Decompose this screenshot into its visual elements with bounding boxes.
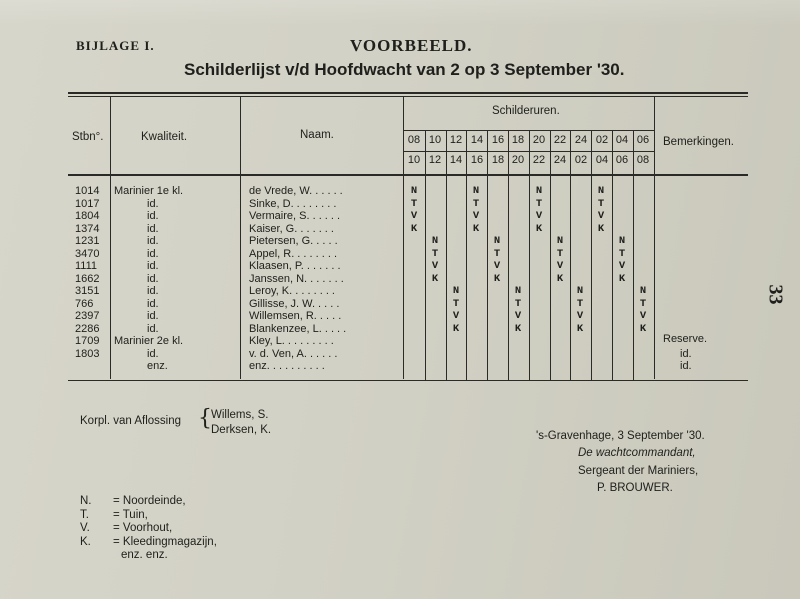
hour-to-label: 16 xyxy=(470,154,484,166)
post-code: K xyxy=(472,223,480,235)
post-code: N xyxy=(597,185,605,197)
post-code: T xyxy=(452,298,460,310)
post-code: T xyxy=(576,298,584,310)
post-code: T xyxy=(514,298,522,310)
row-naam: Vermaire, S. . . . . . xyxy=(249,210,341,222)
column-header-kwaliteit: Kwaliteit. xyxy=(141,131,188,143)
hour-column-divider xyxy=(633,130,634,380)
relief-corporal-name: Derksen, K. xyxy=(211,424,272,436)
hour-from-label: 22 xyxy=(553,134,567,146)
post-code: V xyxy=(493,260,501,272)
hour-from-label: 08 xyxy=(407,134,421,146)
post-code: V xyxy=(618,260,626,272)
post-code: K xyxy=(639,323,647,335)
post-code: N xyxy=(576,285,584,297)
hour-column-divider xyxy=(570,130,571,380)
hour-from-label: 20 xyxy=(532,134,546,146)
hour-to-label: 06 xyxy=(615,154,629,166)
post-code: K xyxy=(493,273,501,285)
row-kwaliteit: id. xyxy=(147,285,159,297)
post-code: T xyxy=(535,198,543,210)
hour-to-label: 12 xyxy=(428,154,442,166)
column-divider xyxy=(654,96,655,379)
row-bemerkingen: Reserve. xyxy=(663,333,708,345)
hour-to-label: 14 xyxy=(449,154,463,166)
legend-description: = Kleedingmagazijn, xyxy=(113,535,217,548)
hour-column-divider xyxy=(487,130,488,380)
row-naam: Leroy, K. . . . . . . . xyxy=(249,285,335,297)
post-code: V xyxy=(514,310,522,322)
post-code: V xyxy=(556,260,564,272)
column-header-schilderuren: Schilderuren. xyxy=(492,105,560,117)
post-code: T xyxy=(493,248,501,260)
signature-role: De wachtcommandant, xyxy=(578,447,696,459)
row-stbn: 2397 xyxy=(75,310,100,322)
signature-rank: Sergeant der Mariniers, xyxy=(578,465,699,477)
hour-from-label: 02 xyxy=(595,134,609,146)
row-stbn: 1231 xyxy=(75,235,100,247)
hour-column-divider xyxy=(591,130,592,380)
signature-place-date: 's-Gravenhage, 3 September '30. xyxy=(536,430,705,442)
post-code: K xyxy=(514,323,522,335)
relief-corporal-name: Willems, S. xyxy=(211,409,269,421)
post-code: N xyxy=(410,185,418,197)
row-stbn: 1374 xyxy=(75,223,100,235)
legend-code: N. xyxy=(80,495,92,507)
post-code: V xyxy=(410,210,418,222)
row-bemerkingen: id. xyxy=(680,360,692,372)
row-kwaliteit: id. xyxy=(147,198,159,210)
row-naam: Appel, R. . . . . . . . xyxy=(249,248,338,260)
hour-to-label: 04 xyxy=(595,154,609,166)
row-kwaliteit: id. xyxy=(147,348,159,360)
legend-description: = Tuin, xyxy=(113,508,148,521)
row-stbn: 1662 xyxy=(75,273,100,285)
hour-to-label: 10 xyxy=(407,154,421,166)
table-bottom-rule xyxy=(68,380,748,381)
legend-code: T. xyxy=(80,508,89,521)
post-code: N xyxy=(535,185,543,197)
row-naam: enz. . . . . . . . . . xyxy=(249,360,325,372)
row-kwaliteit: id. xyxy=(147,323,159,335)
column-divider xyxy=(240,96,241,379)
post-code: T xyxy=(639,298,647,310)
row-kwaliteit: id. xyxy=(147,260,159,272)
document-subtitle: Schilderlijst v/d Hoofdwacht van 2 op 3 September '30. xyxy=(184,60,625,79)
column-divider xyxy=(110,96,111,379)
row-kwaliteit: id. xyxy=(147,210,159,222)
row-naam: Klaasen, P. . . . . . . xyxy=(249,260,341,272)
post-code: N xyxy=(639,285,647,297)
hour-column-divider xyxy=(466,130,467,380)
post-code: T xyxy=(410,198,418,210)
post-code: V xyxy=(472,210,480,222)
post-code: K xyxy=(597,223,605,235)
row-stbn: 1709 xyxy=(75,335,100,347)
row-stbn: 766 xyxy=(75,298,94,310)
row-kwaliteit: id. xyxy=(147,298,159,310)
hour-column-divider xyxy=(508,130,509,380)
row-kwaliteit: Marinier 1e kl. xyxy=(114,185,184,197)
row-stbn: 1017 xyxy=(75,198,100,210)
table-header-rule xyxy=(68,174,748,176)
column-header-naam: Naam. xyxy=(300,129,334,141)
column-divider xyxy=(403,96,404,379)
row-stbn: 3151 xyxy=(75,285,100,297)
relief-corporal-label: Korpl. van Aflossing xyxy=(80,415,182,427)
document-title: VOORBEELD. xyxy=(350,36,473,55)
post-code: T xyxy=(597,198,605,210)
row-naam: Blankenzee, L. . . . . xyxy=(249,323,347,335)
hour-from-label: 12 xyxy=(449,134,463,146)
hour-column-divider xyxy=(550,130,551,380)
legend-code: V. xyxy=(80,522,90,534)
row-kwaliteit: id. xyxy=(147,235,159,247)
hour-from-label: 10 xyxy=(428,134,442,146)
brace-glyph: { xyxy=(198,406,212,431)
hour-to-label: 08 xyxy=(636,154,650,166)
row-stbn: 1803 xyxy=(75,348,100,360)
row-kwaliteit: id. xyxy=(147,223,159,235)
row-bemerkingen: id. xyxy=(680,348,692,360)
post-code: N xyxy=(514,285,522,297)
hour-to-label: 18 xyxy=(491,154,505,166)
post-code: V xyxy=(576,310,584,322)
post-code: K xyxy=(535,223,543,235)
hour-column-divider xyxy=(612,130,613,380)
table-top-rule-2 xyxy=(68,96,748,97)
row-stbn: 2286 xyxy=(75,323,100,335)
post-code: V xyxy=(597,210,605,222)
post-code: T xyxy=(556,248,564,260)
post-code: N xyxy=(618,235,626,247)
post-code: N xyxy=(493,235,501,247)
legend-code: K. xyxy=(80,535,91,548)
row-kwaliteit: id. xyxy=(147,310,159,322)
legend-description: enz. enz. xyxy=(121,549,168,561)
post-code: N xyxy=(452,285,460,297)
row-naam: Willemsen, R. . . . . xyxy=(249,310,342,322)
row-naam: Kley, L. . . . . . . . . xyxy=(249,335,334,347)
post-code: K xyxy=(556,273,564,285)
row-naam: Pietersen, G. . . . . xyxy=(249,235,338,247)
row-naam: Janssen, N. . . . . . . xyxy=(249,273,344,285)
hour-to-label: 20 xyxy=(511,154,525,166)
row-stbn: 1804 xyxy=(75,210,100,222)
row-stbn: 1014 xyxy=(75,185,100,197)
row-naam: Sinke, D. . . . . . . . xyxy=(249,198,337,210)
hour-column-divider xyxy=(425,130,426,380)
row-stbn: 1111 xyxy=(75,260,98,272)
row-stbn: 3470 xyxy=(75,248,100,260)
post-code: V xyxy=(452,310,460,322)
row-kwaliteit: enz. xyxy=(147,360,168,372)
hour-from-label: 04 xyxy=(615,134,629,146)
page-number: 33 xyxy=(764,284,787,305)
post-code: N xyxy=(556,235,564,247)
post-code: T xyxy=(472,198,480,210)
post-code: K xyxy=(576,323,584,335)
post-code: V xyxy=(535,210,543,222)
hour-from-label: 24 xyxy=(574,134,588,146)
column-header-stbn: Stbn°. xyxy=(72,131,104,143)
post-code: N xyxy=(472,185,480,197)
signature-name: P. BROUWER. xyxy=(597,482,673,494)
post-code: K xyxy=(410,223,418,235)
row-naam: v. d. Ven, A. . . . . . xyxy=(249,348,338,360)
post-code: T xyxy=(618,248,626,260)
row-kwaliteit: id. xyxy=(147,248,159,260)
column-header-bemerkingen: Bemerkingen. xyxy=(663,136,734,148)
legend-description: = Voorhout, xyxy=(113,522,173,534)
hour-from-label: 14 xyxy=(470,134,484,146)
hour-to-label: 24 xyxy=(553,154,567,166)
post-code: T xyxy=(431,248,439,260)
row-kwaliteit: Marinier 2e kl. xyxy=(114,335,184,347)
post-code: K xyxy=(452,323,460,335)
row-naam: de Vrede, W. . . . . . xyxy=(249,185,343,197)
post-code: V xyxy=(431,260,439,272)
hour-column-divider xyxy=(446,130,447,380)
post-code: K xyxy=(618,273,626,285)
row-naam: Kaiser, G. . . . . . . xyxy=(249,223,334,235)
row-kwaliteit: id. xyxy=(147,273,159,285)
hour-to-label: 02 xyxy=(574,154,588,166)
hour-from-label: 16 xyxy=(491,134,505,146)
post-code: V xyxy=(639,310,647,322)
post-code: N xyxy=(431,235,439,247)
hour-column-divider xyxy=(529,130,530,380)
legend-description: = Noordeinde, xyxy=(113,495,186,507)
hour-from-label: 18 xyxy=(511,134,525,146)
post-code: K xyxy=(431,273,439,285)
appendix-label: BIJLAGE I. xyxy=(76,38,155,53)
row-naam: Gillisse, J. W. . . . . xyxy=(249,298,340,310)
hour-to-label: 22 xyxy=(532,154,546,166)
table-top-rule xyxy=(68,92,748,94)
hour-from-label: 06 xyxy=(636,134,650,146)
